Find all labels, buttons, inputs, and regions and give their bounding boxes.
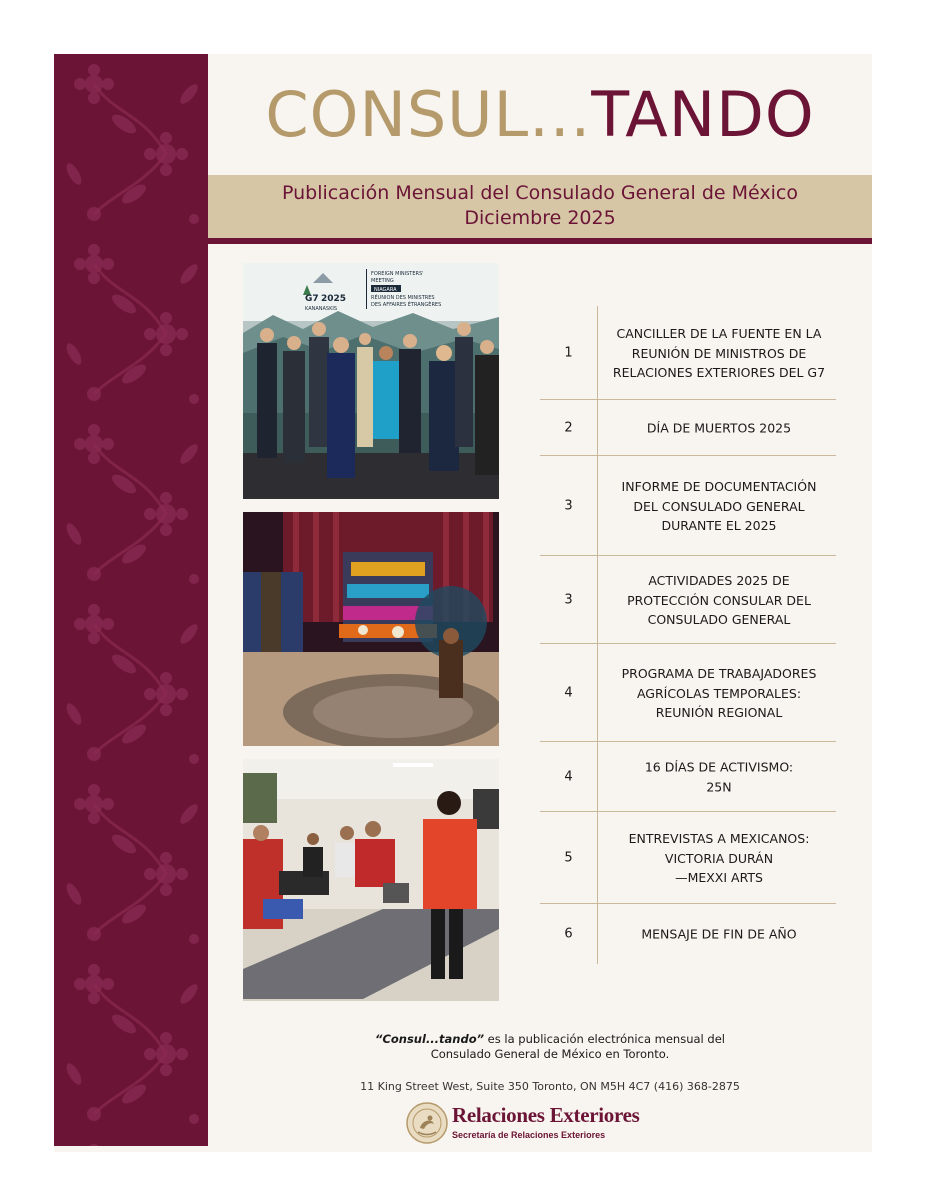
footer-intro-text: es la publicación electrónica mensual del (484, 1032, 725, 1046)
photo-office-meeting (243, 759, 499, 1001)
band-rule (208, 238, 872, 244)
footer-description (300, 1032, 800, 1062)
toc-title: MENSAJE DE FIN DE AÑO (641, 926, 797, 942)
banner-foreign-ministers: FOREIGN MINISTERS' (371, 271, 424, 277)
g7-logo-year: 2025 (321, 294, 347, 304)
title-part-consul: CONSUL... (265, 78, 592, 151)
toc-row[interactable] (540, 306, 836, 400)
toc-title: 16 DÍAS DE ACTIVISMO: 25N (644, 759, 794, 794)
banner-reunion: RÉUNION DES MINISTRES (371, 295, 435, 301)
toc-title: CANCILLER DE LA FUENTE EN LA REUNIÓN DE MINISTROS DE RELACIONES EXTERIORES DEL G7 (612, 325, 826, 380)
toc-row[interactable] (540, 556, 836, 644)
toc-page-number: 1 (564, 345, 573, 361)
toc-row[interactable] (540, 904, 836, 964)
toc-page-number: 5 (564, 850, 573, 866)
banner-affaires: DES AFFAIRES ÉTRANGÈRES (371, 302, 442, 308)
toc-title: ACTIVIDADES 2025 DE PROTECCIÓN CONSULAR DEL CONSULADO GENERAL (627, 572, 811, 627)
toc-row[interactable] (540, 456, 836, 556)
toc-page-number: 4 (564, 685, 573, 701)
toc-title: ENTREVISTAS A MEXICANOS: VICTORIA DURÁN —MEXXI ARTS (628, 830, 810, 885)
toc-page-number: 4 (564, 769, 573, 785)
g7-logo-place: KANANASKIS (305, 306, 338, 312)
toc-title: INFORME DE DOCUMENTACIÓN DEL CONSULADO GENERAL DURANTE EL 2025 (621, 478, 817, 533)
toc-page-number: 3 (564, 592, 573, 608)
toc-title: PROGRAMA DE TRABAJADORES AGRÍCOLAS TEMPORALES: REUNIÓN REGIONAL (621, 665, 817, 720)
sre-brand-name: Relaciones Exteriores (452, 1103, 640, 1127)
mexico-seal-icon (406, 1102, 448, 1144)
photo-dia-de-muertos (243, 512, 499, 746)
toc-row[interactable] (540, 742, 836, 812)
publication-title (208, 72, 872, 158)
toc-page-number: 2 (564, 420, 573, 436)
subtitle-line-1: Publicación Mensual del Consulado General de México (282, 182, 798, 204)
photo-g7-ministers (243, 263, 499, 499)
banner-meeting: MEETING (371, 278, 394, 284)
toc-row[interactable] (540, 644, 836, 742)
toc-row[interactable] (540, 812, 836, 904)
decorative-floral-border (54, 54, 208, 1146)
sre-brand-subtitle: Secretaría de Relaciones Exteriores (452, 1130, 606, 1140)
toc-row[interactable] (540, 400, 836, 456)
subtitle-band (208, 175, 872, 238)
g7-logo-text: G7 (305, 294, 319, 304)
footer-address: 11 King Street West, Suite 350 Toronto, ON M5H 4C7 (416) 368-2875 (360, 1080, 740, 1093)
title-part-tando: TANDO (591, 78, 815, 151)
subtitle-date: Diciembre 2025 (464, 207, 616, 229)
banner-niagara: NIAGARA (374, 287, 397, 293)
toc-page-number: 6 (564, 926, 573, 942)
toc-page-number: 3 (564, 498, 573, 514)
toc-title: DÍA DE MUERTOS 2025 (646, 420, 792, 436)
footer-publication-name: “Consul...tando” (375, 1032, 485, 1046)
footer-consulate-line: Consulado General de México en Toronto. (430, 1047, 670, 1061)
